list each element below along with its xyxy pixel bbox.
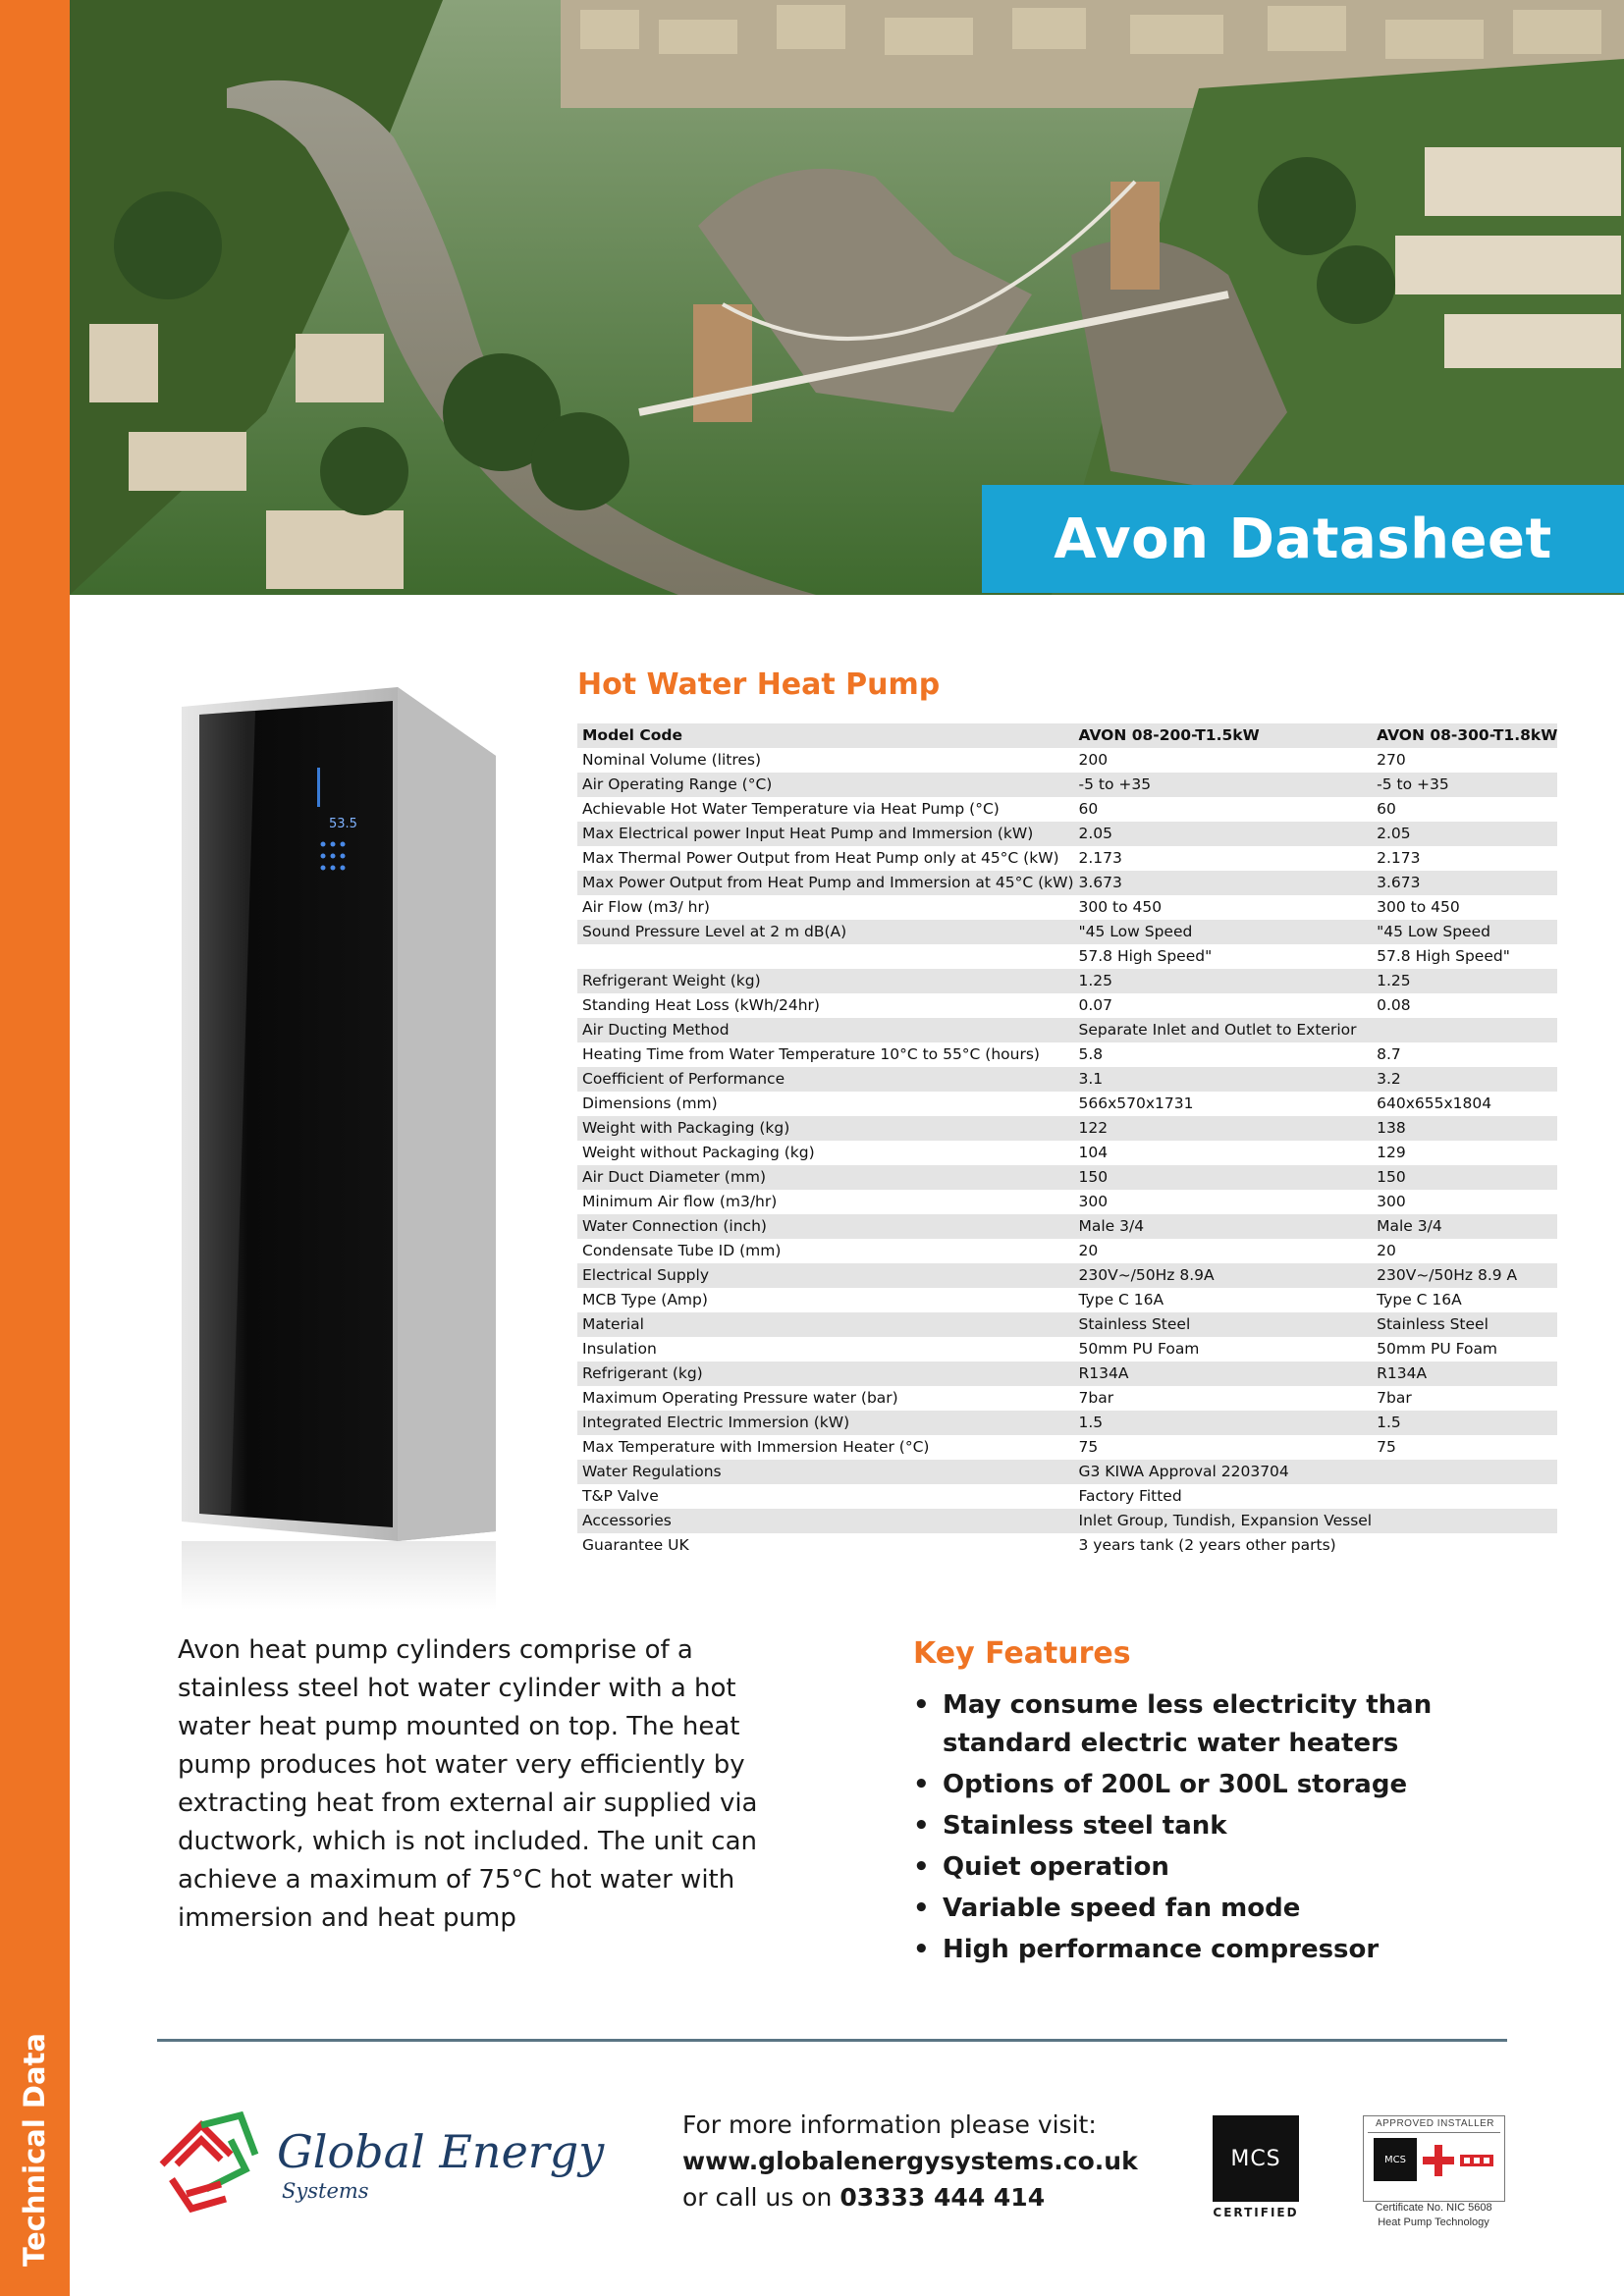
spec-cell: R134A [1074,1362,1373,1386]
approved-installer-badge [1363,2115,1505,2202]
spec-cell: 150 [1372,1165,1557,1190]
spec-cell: Material [577,1312,1074,1337]
bullet-icon: • [913,1770,930,1799]
spec-row [577,1362,1557,1386]
spec-cell: Factory Fitted [1078,1487,1182,1505]
spec-cell: 1.5 [1372,1411,1557,1435]
spec-cell: T&P Valve [582,1487,659,1505]
spec-row [577,895,1557,920]
spec-cell: 20 [1078,1242,1099,1259]
spec-cell [1372,1509,1557,1533]
spec-row [577,1165,1557,1190]
spec-cell: Separate Inlet and Outlet to Exterior [1074,1018,1373,1042]
spec-cell: Air Flow (m3/ hr) [582,898,710,916]
spec-cell: 0.07 [1078,996,1113,1014]
bullet-icon: • [913,1894,930,1923]
spec-cell: Electrical Supply [577,1263,1074,1288]
spec-row [577,1533,1557,1558]
spec-cell: Accessories [577,1509,1074,1533]
phone-number[interactable]: 03333 444 414 [839,2183,1046,2212]
spec-row [577,773,1557,797]
spec-cell: 1.5 [1074,1411,1373,1435]
product-image [172,677,506,1620]
spec-cell: Stainless Steel [1372,1312,1557,1337]
spec-cell: Minimum Air flow (m3/hr) [582,1193,778,1210]
spec-cell: 3.1 [1074,1067,1373,1092]
spec-cell: Male 3/4 [1372,1214,1557,1239]
spec-cell: Max Power Output from Heat Pump and Immersion at 45°C (kW) [577,871,1074,895]
feature-text: Options of 200L or 300L storage [943,1770,1408,1799]
spec-cell: 122 [1074,1116,1373,1141]
spec-row [577,1042,1557,1067]
spec-row [577,1312,1557,1337]
spec-row [577,969,1557,993]
title-banner [982,485,1624,593]
spec-cell: Air Duct Diameter (mm) [577,1165,1074,1190]
spec-cell: Weight without Packaging (kg) [582,1144,815,1161]
spec-row [577,846,1557,871]
spec-cell: 3.2 [1372,1067,1557,1092]
spec-row [577,797,1557,822]
spec-cell: 50mm PU Foam [1078,1340,1200,1358]
spec-cell: Achievable Hot Water Temperature via Heat Pump (°C) [582,800,1000,818]
spec-cell: 7bar [1078,1389,1114,1407]
feature-text: Variable speed fan mode [943,1894,1301,1923]
spec-cell: 1.25 [1074,969,1373,993]
spec-cell: Air Operating Range (°C) [577,773,1074,797]
header-cell: Model Code [577,723,1074,748]
spec-row [577,1214,1557,1239]
spec-cell: 270 [1377,751,1406,769]
feature-item [913,1766,1522,1804]
spec-cell: Type C 16A [1078,1291,1164,1308]
header-cell: AVON 08-300-T1.8kW [1372,723,1557,748]
spec-row [577,1509,1557,1533]
spec-row [577,1116,1557,1141]
spec-cell: 104 [1078,1144,1109,1161]
company-name: Global Energy [277,2125,605,2178]
feature-item [913,1931,1522,1969]
spec-row [577,1337,1557,1362]
spec-cell: Sound Pressure Level at 2 m dB(A) [577,920,1074,944]
spec-cell [1372,1460,1557,1484]
spec-row [577,1190,1557,1214]
feature-item [913,1807,1522,1845]
spec-cell: Integrated Electric Immersion (kW) [577,1411,1074,1435]
feature-item [913,1890,1522,1928]
contact-block [682,2107,1138,2216]
spec-cell: Air Ducting Method [577,1018,1074,1042]
spec-cell: 150 [1074,1165,1373,1190]
page-title: Avon Datasheet [1054,507,1552,571]
spec-cell: 1.25 [1372,969,1557,993]
spec-row [577,1435,1557,1460]
spec-cell: 75 [1377,1438,1396,1456]
approved-divider [1368,2132,1500,2133]
spec-cell: 566x570x1731 [1078,1095,1194,1112]
spec-cell: 0.08 [1377,996,1411,1014]
spec-cell: Dimensions (mm) [582,1095,718,1112]
spec-cell [1372,1484,1557,1509]
spec-row [577,1484,1557,1509]
certificate-technology: Heat Pump Technology [1378,2216,1489,2228]
spec-row [577,944,1557,969]
spec-cell: 75 [1078,1438,1099,1456]
spec-cell: "45 Low Speed [1372,920,1557,944]
spec-row [577,1460,1557,1484]
spec-cell: Max Thermal Power Output from Heat Pump only at 45°C (kW) [582,849,1059,867]
call-prefix: or call us on [682,2183,833,2212]
feature-text: Stainless steel tank [943,1811,1227,1841]
spec-row [577,1411,1557,1435]
spec-row [577,1239,1557,1263]
spec-cell: Guarantee UK [582,1536,689,1554]
spec-cell: 129 [1377,1144,1406,1161]
spec-cell: "45 Low Speed [1074,920,1373,944]
header-cell: AVON 08-200-T1.5kW [1074,723,1373,748]
feature-text: May consume less electricity than standard electric water heaters [943,1690,1433,1758]
spec-cell: Water Connection (inch) [577,1214,1074,1239]
spec-cell: 2.173 [1377,849,1421,867]
spec-cell: MCB Type (Amp) [582,1291,708,1308]
spec-cell: 2.173 [1078,849,1122,867]
spec-cell: Inlet Group, Tundish, Expansion Vessel [1074,1509,1373,1533]
approved-label: APPROVED INSTALLER [1375,2118,1495,2129]
spec-cell [1372,1018,1557,1042]
spec-cell: Nominal Volume (litres) [582,751,762,769]
spec-cell: R134A [1372,1362,1557,1386]
spec-cell: -5 to +35 [1372,773,1557,797]
spec-cell: -5 to +35 [1074,773,1373,797]
spec-row [577,920,1557,944]
contact-intro: For more information please visit: [682,2110,1097,2139]
spec-cell: 640x655x1804 [1377,1095,1492,1112]
spec-cell: 60 [1078,800,1099,818]
spec-heading: Hot Water Heat Pump [577,667,941,702]
spec-cell: Refrigerant (kg) [577,1362,1074,1386]
certificate-number [1345,2201,1522,2230]
spec-cell: 20 [1377,1242,1396,1259]
spec-cell: 8.7 [1377,1045,1401,1063]
spec-cell: Standing Heat Loss (kWh/24hr) [582,996,820,1014]
footer-divider [157,2039,1507,2042]
spec-cell: Maximum Operating Pressure water (bar) [582,1389,898,1407]
spec-row [577,1386,1557,1411]
spec-cell: 230V~/50Hz 8.9A [1074,1263,1373,1288]
spec-cell: Type C 16A [1377,1291,1462,1308]
bullet-icon: • [913,1690,930,1720]
spec-row [577,1018,1557,1042]
spec-row [577,748,1557,773]
spec-cell: Heating Time from Water Temperature 10°C to 55°C (hours) [582,1045,1040,1063]
spec-cell: 7bar [1377,1389,1412,1407]
display-reading: 53.5 [329,817,357,831]
spec-cell: Refrigerant Weight (kg) [577,969,1074,993]
spec-cell: Weight with Packaging (kg) [577,1116,1074,1141]
spec-cell: Condensate Tube ID (mm) [582,1242,782,1259]
spec-cell: 3.673 [1372,871,1557,895]
spec-row [577,1288,1557,1312]
spec-row [577,1263,1557,1288]
spec-cell: 230V~/50Hz 8.9 A [1372,1263,1557,1288]
features-heading: Key Features [913,1636,1131,1671]
mcs-badge-text: MCS [1230,2146,1281,2171]
spec-cell [1372,1533,1557,1558]
spec-cell: 2.05 [1074,822,1373,846]
spec-cell: 300 to 450 [1377,898,1460,916]
spec-cell: 57.8 High Speed" [1377,947,1510,965]
side-bar [0,0,70,2296]
spec-cell: 57.8 High Speed" [1078,947,1213,965]
spec-cell [577,944,1074,969]
phone-line [682,2179,1138,2216]
spec-row [577,1141,1557,1165]
bullet-icon: • [913,1852,930,1882]
mcs-badge [1213,2115,1299,2202]
feature-text: Quiet operation [943,1852,1169,1882]
spec-cell: 300 [1377,1193,1406,1210]
spec-header-row [577,723,1557,748]
bullet-icon: • [913,1811,930,1841]
heat-pump-illustration [172,677,506,1620]
spec-cell: Stainless Steel [1074,1312,1373,1337]
spec-cell: 3 years tank (2 years other parts) [1078,1536,1336,1554]
spec-cell: 50mm PU Foam [1377,1340,1498,1358]
spec-cell: 300 to 450 [1078,898,1163,916]
bullet-icon: • [913,1935,930,1964]
feature-item [913,1686,1522,1763]
spec-cell: 60 [1377,800,1396,818]
spec-cell: 300 [1078,1193,1109,1210]
certification-cross-icon [1423,2141,1496,2180]
spec-cell: Max Electrical power Input Heat Pump and Immersion (kW) [577,822,1074,846]
spec-cell: 5.8 [1078,1045,1104,1063]
spec-cell: 2.05 [1372,822,1557,846]
spec-row [577,1067,1557,1092]
sidebar-label: Technical Data [18,2033,51,2267]
spec-table [577,723,1557,1558]
features-list [913,1686,1522,1972]
spec-cell: 200 [1078,751,1109,769]
website-link[interactable]: www.globalenergysystems.co.uk [682,2147,1138,2175]
company-subtitle: Systems [282,2179,369,2203]
feature-text: High performance compressor [943,1935,1380,1964]
spec-row [577,993,1557,1018]
company-logo-icon [147,2101,275,2228]
description: Avon heat pump cylinders comprise of a stainless steel hot water cylinder with a hot water heat pump mounted on top. The heat pump produces hot water very efficiently by extracting heat from external air supplied via ductwork, which is not included. The unit can achieve a maximum of 75°C hot water with immersion and heat pump [178,1635,758,1933]
spec-cell: Insulation [582,1340,657,1358]
spec-cell: 3.673 [1074,871,1373,895]
feature-item [913,1848,1522,1887]
spec-cell: Water Regulations [577,1460,1074,1484]
spec-cell: 138 [1372,1116,1557,1141]
spec-cell: Max Temperature with Immersion Heater (°C) [582,1438,930,1456]
mcs-caption: CERTIFIED [1213,2206,1299,2219]
spec-row [577,1092,1557,1116]
spec-cell: G3 KIWA Approval 2203704 [1074,1460,1373,1484]
spec-cell: Male 3/4 [1074,1214,1373,1239]
spec-row [577,871,1557,895]
spec-row [577,822,1557,846]
approved-mcs-mark: MCS [1374,2138,1417,2181]
certificate-line: Certificate No. NIC 5608 [1375,2202,1492,2214]
spec-cell: Coefficient of Performance [577,1067,1074,1092]
